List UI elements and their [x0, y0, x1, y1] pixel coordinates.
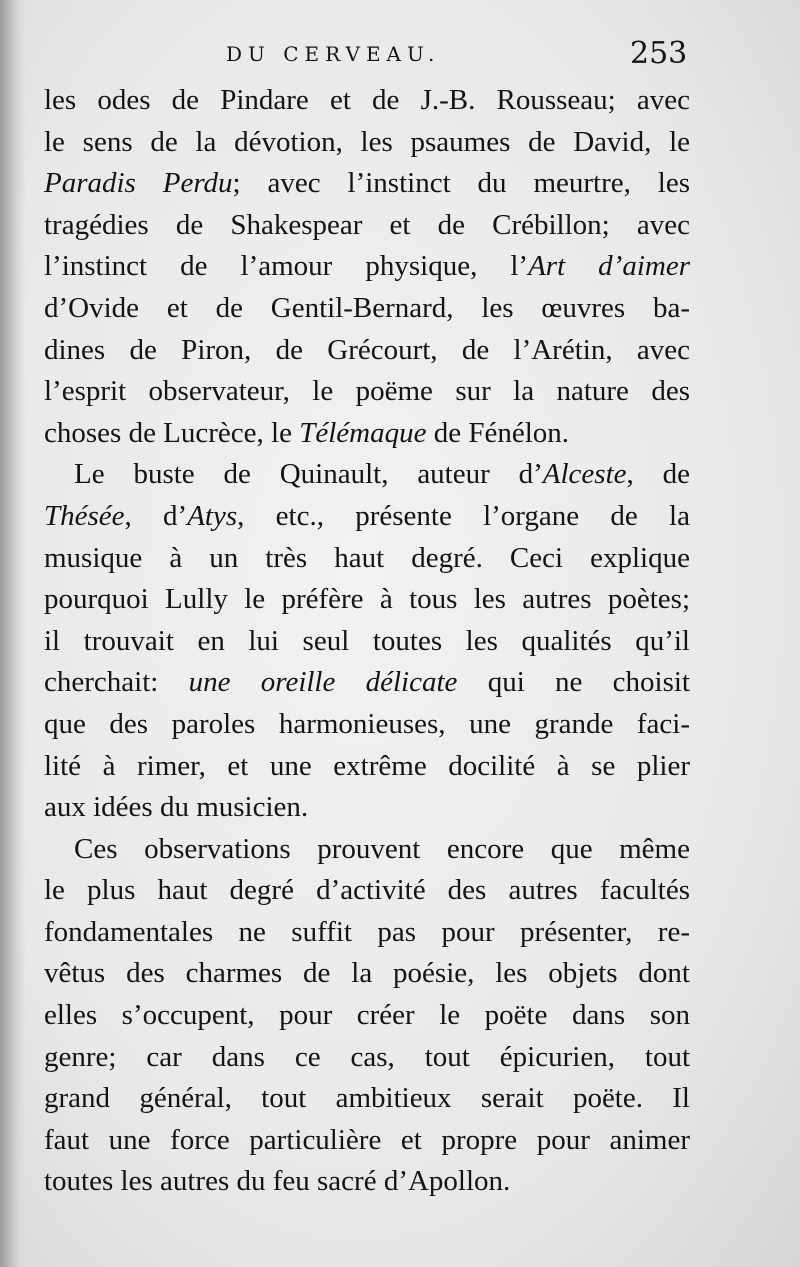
- text-run: fondamentales ne suffit pas pour présenter, re-: [44, 915, 690, 948]
- page-header: [40, 36, 700, 76]
- page-gutter-shadow: [0, 0, 26, 1267]
- text-run: ; avec l’instinct du meurtre, les: [232, 167, 690, 200]
- paragraph: [44, 829, 690, 1203]
- text-line: [44, 454, 690, 496]
- text-run: choses de Lucrèce, le: [44, 416, 300, 449]
- text-line: [44, 953, 690, 995]
- text-run: Ces observations prouvent encore que même: [74, 832, 690, 865]
- text-line: [44, 1120, 690, 1162]
- text-line: [44, 1037, 690, 1079]
- text-run: , etc., présente l’organe de la: [237, 499, 690, 532]
- italic-text: une oreille délicate: [188, 666, 458, 699]
- text-run: tragédies de Shakespear et de Crébillon; avec: [44, 208, 690, 241]
- text-run: aux idées du musicien.: [44, 791, 309, 824]
- text-line: [44, 288, 690, 330]
- running-head: DU CERVEAU.: [226, 42, 441, 66]
- text-run: , d’: [124, 499, 188, 532]
- text-run: faut une force particulière et propre pour animer: [44, 1123, 690, 1156]
- text-run: Le buste de Quinault, auteur d’: [74, 458, 543, 491]
- text-run: cherchait:: [44, 666, 189, 699]
- body-text: [44, 80, 690, 1203]
- text-run: l’instinct de l’amour physique, l’: [44, 250, 529, 283]
- text-run: dines de Piron, de Grécourt, de l’Arétin, avec: [44, 333, 690, 366]
- text-line: [44, 662, 690, 704]
- page-number: 253: [630, 36, 688, 71]
- text-run: grand général, tout ambitieux serait poëte. Il: [44, 1082, 690, 1115]
- text-line: [44, 205, 690, 247]
- text-run: pourquoi Lully le préfère à tous les autres poètes;: [44, 583, 690, 616]
- text-line: [44, 330, 690, 372]
- text-line: [44, 371, 690, 413]
- italic-text: Télémaque: [299, 416, 427, 449]
- text-line: [44, 163, 690, 205]
- paragraph: [44, 454, 690, 828]
- text-line: [44, 995, 690, 1037]
- text-line: [44, 704, 690, 746]
- italic-text: Atys: [187, 499, 238, 532]
- text-run: toutes les autres du feu sacré d’Apollon.: [44, 1165, 511, 1198]
- text-run: genre; car dans ce cas, tout épicurien, tout: [44, 1040, 690, 1073]
- text-line: [44, 496, 690, 538]
- text-run: l’esprit observateur, le poëme sur la nature des: [44, 375, 690, 408]
- text-run: lité à rimer, et une extrême docilité à se plier: [44, 749, 690, 782]
- text-run: qui ne choisit: [457, 666, 690, 699]
- text-run: de Fénélon.: [426, 416, 570, 449]
- text-run: le plus haut degré d’activité des autres facultés: [44, 874, 690, 907]
- text-run: vêtus des charmes de la poésie, les objets dont: [44, 957, 690, 990]
- text-run: musique à un très haut degré. Ceci explique: [44, 541, 690, 574]
- text-line: [44, 621, 690, 663]
- italic-text: Alceste: [542, 458, 627, 491]
- text-run: d’Ovide et de Gentil-Bernard, les œuvres ba-: [44, 291, 690, 324]
- text-line: [44, 80, 690, 122]
- italic-text: Thésée: [44, 499, 125, 532]
- text-line: [44, 1161, 690, 1203]
- text-run: elles s’occupent, pour créer le poëte dans son: [44, 999, 690, 1032]
- text-line: [44, 538, 690, 580]
- text-line: [44, 746, 690, 788]
- italic-text: Art d’aimer: [528, 250, 690, 283]
- text-line: [44, 579, 690, 621]
- text-line: [44, 912, 690, 954]
- text-run: il trouvait en lui seul toutes les qualités qu’il: [44, 624, 690, 657]
- text-line: [44, 413, 690, 455]
- text-line: [44, 246, 690, 288]
- text-line: [44, 870, 690, 912]
- text-run: que des paroles harmonieuses, une grande faci-: [44, 707, 690, 740]
- text-run: le sens de la dévotion, les psaumes de David, le: [44, 125, 690, 158]
- text-run: , de: [626, 458, 690, 491]
- text-line: [44, 1078, 690, 1120]
- text-line: [44, 122, 690, 164]
- italic-text: Paradis Perdu: [44, 167, 233, 200]
- paragraph: [44, 80, 690, 454]
- text-line: [44, 829, 690, 871]
- text-run: les odes de Pindare et de J.-B. Rousseau; avec: [44, 84, 690, 116]
- text-line: [44, 787, 690, 829]
